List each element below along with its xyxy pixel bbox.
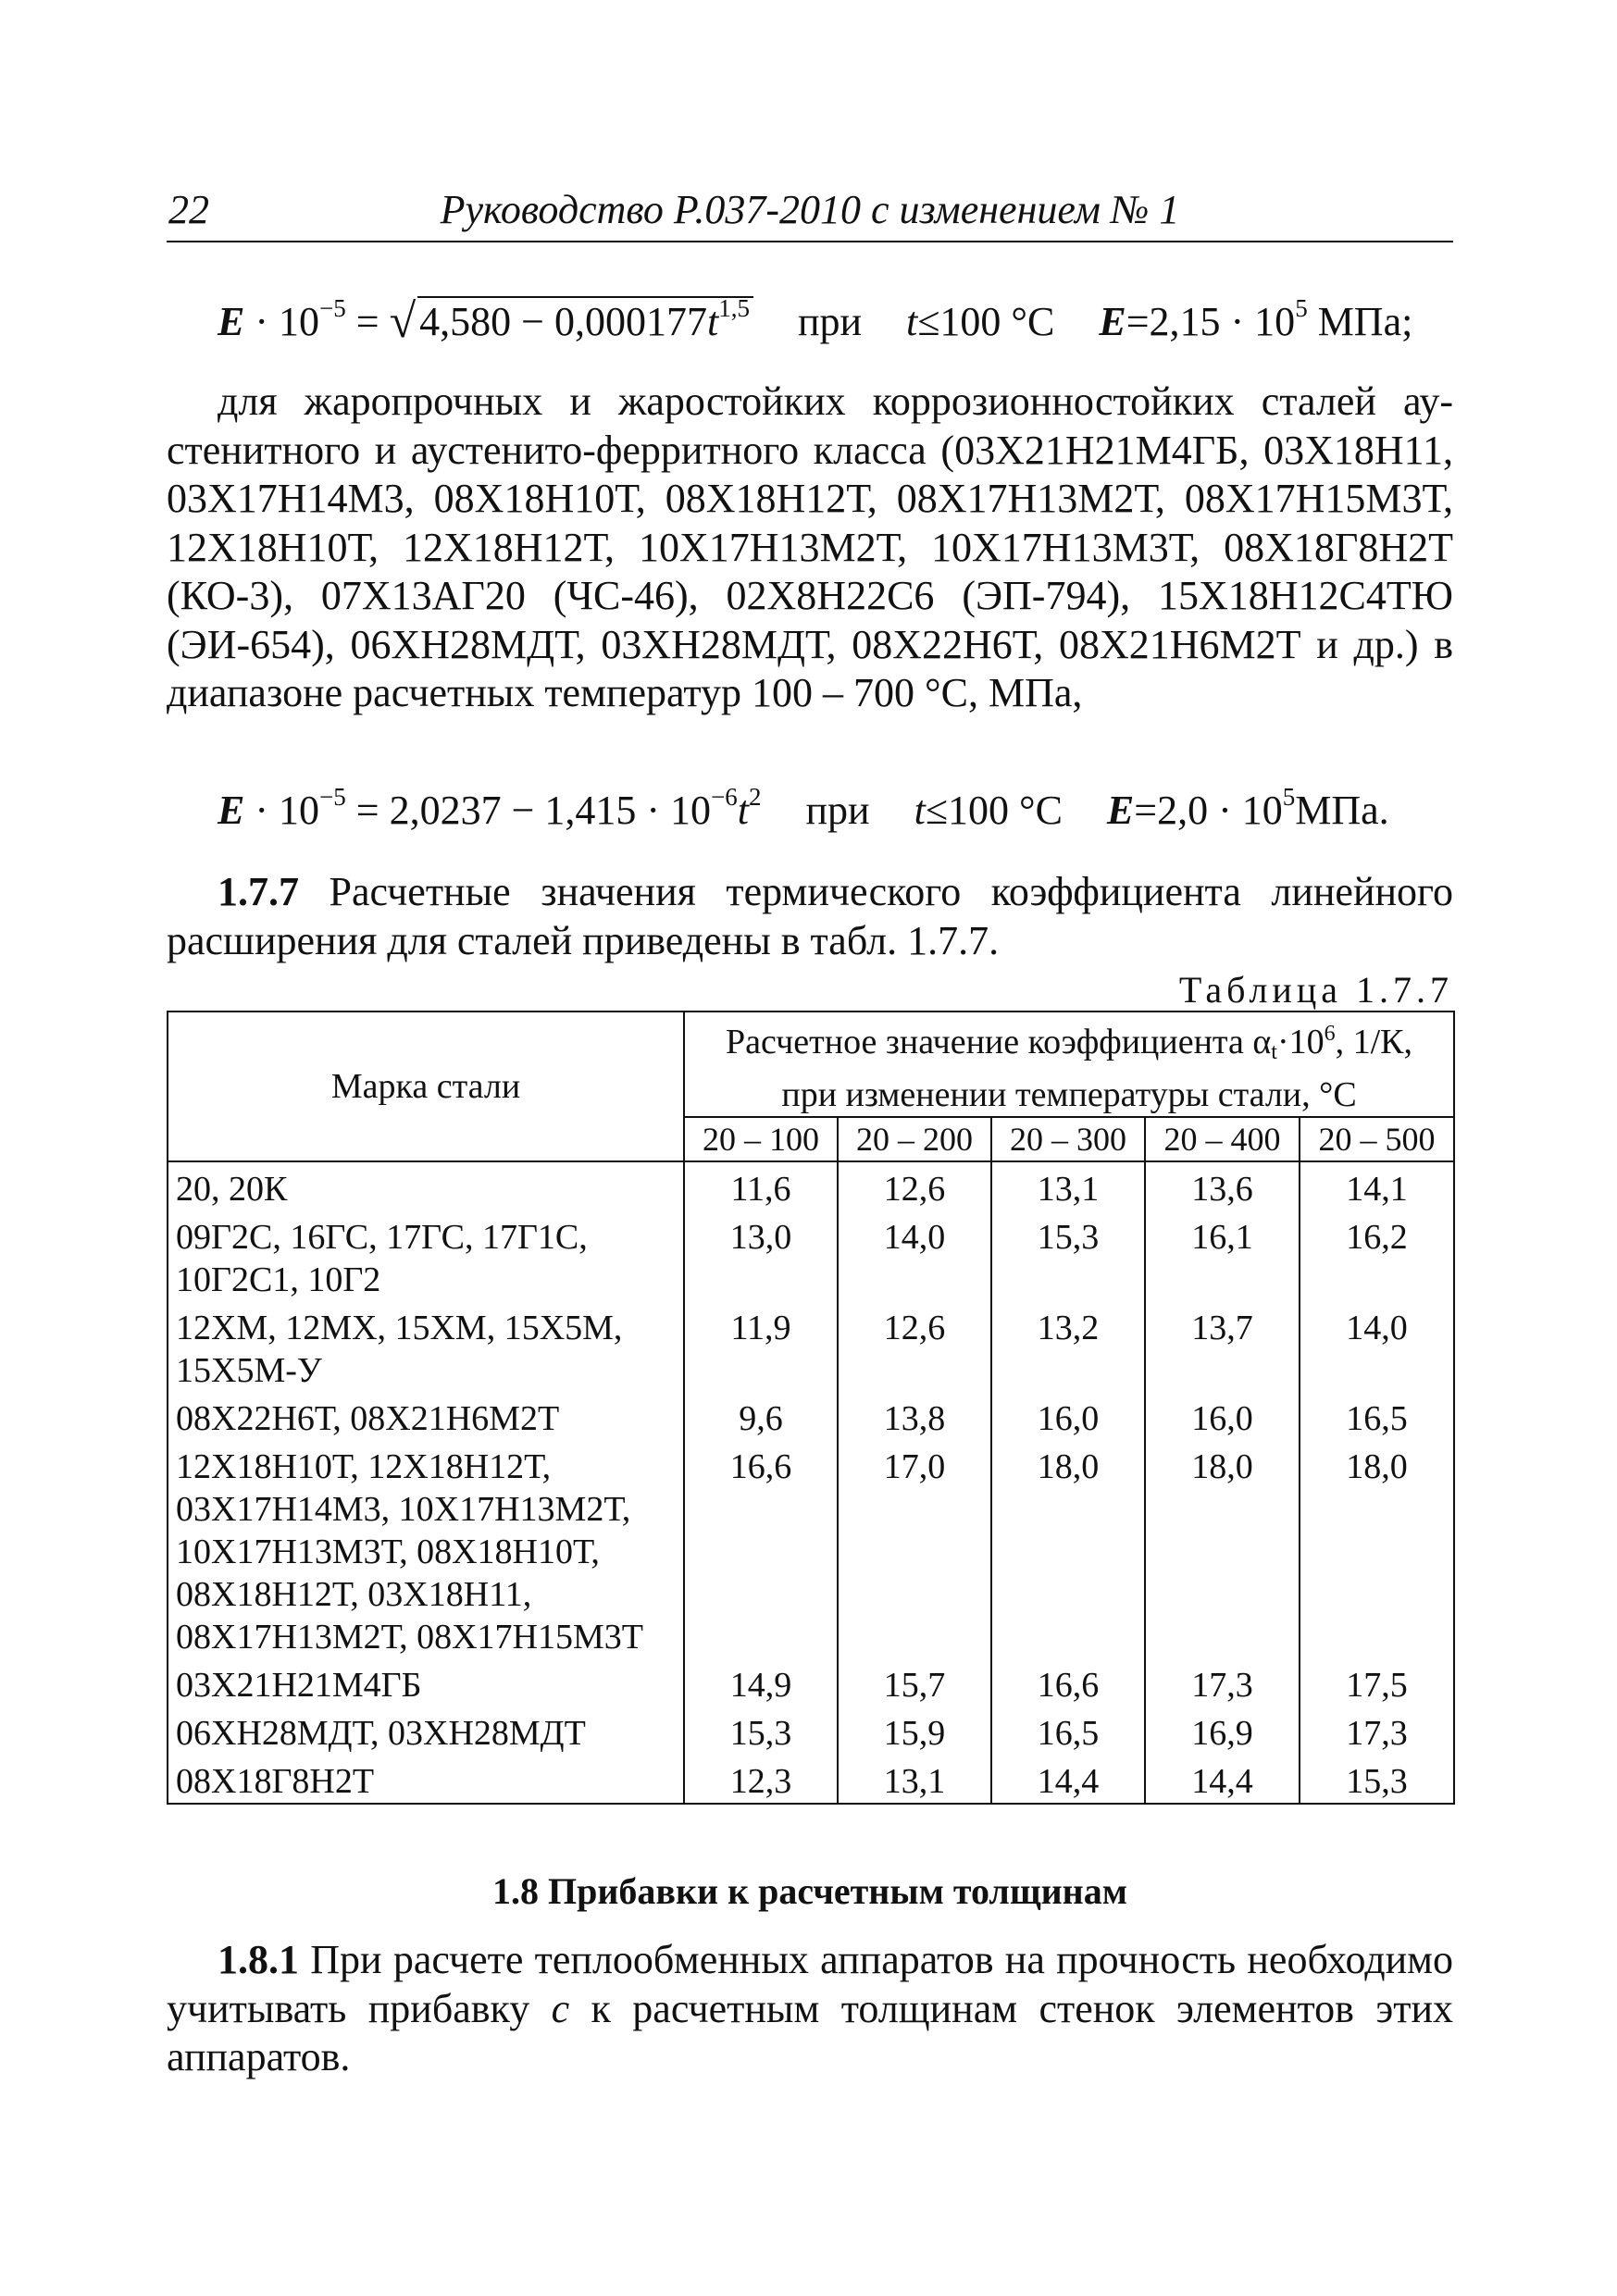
value-cell: 12,6 bbox=[838, 1161, 991, 1210]
value-cell: 17,3 bbox=[1145, 1658, 1300, 1706]
grade-cell: 20, 20К bbox=[168, 1161, 684, 1210]
value-cell: 17,0 bbox=[838, 1440, 991, 1658]
value-cell: 16,2 bbox=[1300, 1210, 1454, 1301]
header-range: 20 – 200 bbox=[838, 1117, 991, 1161]
table-row bbox=[168, 1755, 1454, 1804]
table-caption: Таблица 1.7.7 bbox=[1178, 969, 1453, 1011]
grade-cell: 08Х18Г8Н2Т bbox=[168, 1755, 684, 1804]
paragraph-1-8-1: 1.8.1 При расчете теплообменных аппаратов на прочность необходимо учитывать прибавку с к расчетным толщинам стенок элементов этих аппаратов. bbox=[167, 1937, 1453, 2079]
clause-number: 1.7.7 bbox=[218, 869, 299, 914]
header-coefficient: Расчетное значение коэффициента $\alpha t\cdot 10^6$, 1/К, при изменении температуры стали, °С bbox=[684, 1011, 1454, 1117]
value-cell: 14,0 bbox=[1300, 1301, 1454, 1392]
value-cell: 16,0 bbox=[1145, 1392, 1300, 1440]
header-range: 20 – 500 bbox=[1300, 1117, 1454, 1161]
page-number: 22 bbox=[168, 187, 209, 232]
value-cell: 15,3 bbox=[991, 1210, 1145, 1301]
value-cell: 18,0 bbox=[991, 1440, 1145, 1658]
grade-cell: 03Х21Н21М4ГБ bbox=[168, 1658, 684, 1706]
table-row bbox=[168, 1440, 1454, 1658]
value-cell: 16,1 bbox=[1145, 1210, 1300, 1301]
table-row bbox=[168, 1658, 1454, 1706]
value-cell: 17,3 bbox=[1300, 1706, 1454, 1755]
grade-cell: 08Х22Н6Т, 08Х21Н6М2Т bbox=[168, 1392, 684, 1440]
value-cell: 14,0 bbox=[838, 1210, 991, 1301]
value-cell: 14,4 bbox=[1145, 1755, 1300, 1804]
value-cell: 12,3 bbox=[684, 1755, 838, 1804]
value-cell: 9,6 bbox=[684, 1392, 838, 1440]
table-row bbox=[168, 1706, 1454, 1755]
value-cell: 13,7 bbox=[1145, 1301, 1300, 1392]
radicand: $4,580 - 0,000177t^{1,5}$ bbox=[417, 296, 753, 346]
value-cell: 13,8 bbox=[838, 1392, 991, 1440]
section-heading: 1.8 Прибавки к расчетным толщинам bbox=[492, 1870, 1127, 1912]
thermal-expansion-table bbox=[167, 1011, 1455, 1805]
sqrt-sign: √ bbox=[389, 295, 417, 348]
value-cell: 15,3 bbox=[1300, 1755, 1454, 1804]
header-range: 20 – 100 bbox=[684, 1117, 838, 1161]
value-cell: 17,5 bbox=[1300, 1658, 1454, 1706]
value-cell: 18,0 bbox=[1300, 1440, 1454, 1658]
value-cell: 13,2 bbox=[991, 1301, 1145, 1392]
grade-cell: 12Х18Н10Т, 12Х18Н12Т, 03Х17Н14М3, 10Х17Н13М2Т, 10Х17Н13М3Т, 08Х18Н10Т, 08Х18Н12Т, 03Х18Н11, 08Х17Н13М2Т, 08Х17Н15М3Т bbox=[168, 1440, 684, 1658]
running-header bbox=[167, 185, 1453, 242]
value-cell: 14,4 bbox=[991, 1755, 1145, 1804]
formula-modulus-austenitic: $E \cdot 10^{-5} = 2,0237 - 1,415 \cdot 10^{-6}t^2$ при t≤100 °C $E=2,0 \cdot 10^5МПа$. bbox=[218, 783, 1389, 833]
formula-modulus-carbon: $E \cdot 10^{-5} = √4,580 - 0,000177t^{1,5}$ при t≤100 °C $E=2,15 \cdot 10^5$ МПа; bbox=[218, 294, 1413, 348]
value-cell: 18,0 bbox=[1145, 1440, 1300, 1658]
value-cell: 16,6 bbox=[991, 1658, 1145, 1706]
table-row bbox=[168, 1210, 1454, 1301]
value-cell: 13,1 bbox=[838, 1755, 991, 1804]
value-cell: 14,1 bbox=[1300, 1161, 1454, 1210]
value-cell: 11,6 bbox=[684, 1161, 838, 1210]
grade-cell: 12ХМ, 12МХ, 15ХМ, 15Х5М, 15Х5М-У bbox=[168, 1301, 684, 1392]
value-cell: 16,0 bbox=[991, 1392, 1145, 1440]
value-cell: 16,5 bbox=[991, 1706, 1145, 1755]
value-cell: 14,9 bbox=[684, 1658, 838, 1706]
grade-cell: 06ХН28МДТ, 03ХН28МДТ bbox=[168, 1706, 684, 1755]
value-cell: 11,9 bbox=[684, 1301, 838, 1392]
grade-cell: 09Г2С, 16ГС, 17ГС, 17Г1С, 10Г2С1, 10Г2 bbox=[168, 1210, 684, 1301]
document-title: Руководство Р.037-2010 с изменением № 1 bbox=[440, 187, 1180, 232]
table-row bbox=[168, 1161, 1454, 1210]
value-cell: 16,6 bbox=[684, 1440, 838, 1658]
value-cell: 16,9 bbox=[1145, 1706, 1300, 1755]
paragraph-steel-grades: для жаропрочных и жаростойких коррозионностойких сталей аустенитного и аустенито-ферритного класса (03Х21Н21М4ГБ, 03Х18Н11, 03Х17Н14М3, 08Х18Н10Т, 08Х18Н12Т, 08Х17Н13М2Т, 08Х17Н15М3Т, 12Х18Н10Т, 12Х18Н12Т, 10Х17Н13М2Т, 10Х17Н13М3Т, 08Х18Г8Н2Т (КО-3), 07Х13АГ20 (ЧС-46), 02Х8Н22С6 (ЭП-794), 15Х18Н12С4ТЮ (ЭИ-654), 06ХН28МДТ, 03ХН28МДТ, 08Х22Н6Т, 08Х21Н6М2Т и др.) в диапазоне расчетных температур 100 – 700 °С, МПа, bbox=[167, 379, 1453, 715]
header-grade: Марка стали bbox=[168, 1011, 684, 1161]
value-cell: 13,0 bbox=[684, 1210, 838, 1301]
table-row bbox=[168, 1392, 1454, 1440]
value-cell: 15,3 bbox=[684, 1706, 838, 1755]
value-cell: 16,5 bbox=[1300, 1392, 1454, 1440]
header-range: 20 – 300 bbox=[991, 1117, 1145, 1161]
value-cell: 13,6 bbox=[1145, 1161, 1300, 1210]
header-range: 20 – 400 bbox=[1145, 1117, 1300, 1161]
value-cell: 13,1 bbox=[991, 1161, 1145, 1210]
value-cell: 15,9 bbox=[838, 1706, 991, 1755]
paragraph-1-7-7: 1.7.7 Расчетные значения термического коэффициента линейного расширения для сталей приведены в табл. 1.7.7. bbox=[167, 869, 1453, 963]
clause-number: 1.8.1 bbox=[218, 1937, 299, 1982]
value-cell: 12,6 bbox=[838, 1301, 991, 1392]
table-row bbox=[168, 1301, 1454, 1392]
value-cell: 15,7 bbox=[838, 1658, 991, 1706]
